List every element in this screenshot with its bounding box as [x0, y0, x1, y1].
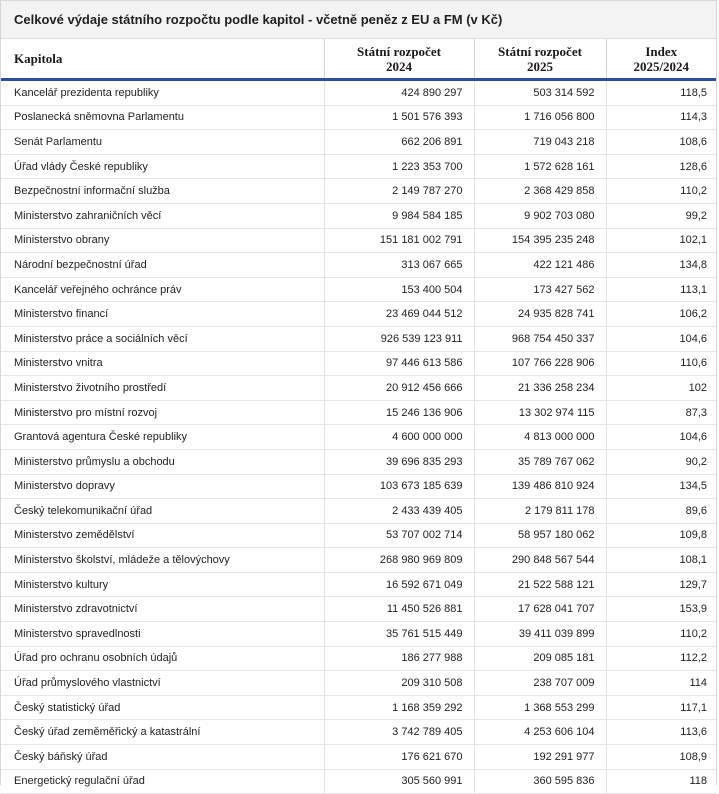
cell-rozpocet-2024: 103 673 185 639: [324, 474, 474, 499]
table-row: [1, 548, 716, 573]
cell-rozpocet-2025: 58 957 180 062: [474, 523, 606, 548]
table-row: [1, 695, 716, 720]
cell-rozpocet-2024: 23 469 044 512: [324, 302, 474, 327]
table-row: [1, 154, 716, 179]
cell-kapitola: Národní bezpečnostní úřad: [1, 253, 324, 278]
cell-index: 128,6: [606, 154, 716, 179]
cell-index: 134,8: [606, 253, 716, 278]
table-row: [1, 253, 716, 278]
cell-rozpocet-2024: 1 501 576 393: [324, 105, 474, 130]
table-row: [1, 203, 716, 228]
table-row: [1, 105, 716, 130]
cell-rozpocet-2025: 503 314 592: [474, 80, 606, 106]
cell-index: 90,2: [606, 449, 716, 474]
cell-kapitola: Ministerstvo školství, mládeže a tělovýchovy: [1, 548, 324, 573]
cell-index: 134,5: [606, 474, 716, 499]
cell-kapitola: Ministerstvo průmyslu a obchodu: [1, 449, 324, 474]
table-row: [1, 302, 716, 327]
cell-kapitola: Úřad vlády České republiky: [1, 154, 324, 179]
cell-rozpocet-2025: 238 707 009: [474, 671, 606, 696]
cell-index: 87,3: [606, 400, 716, 425]
cell-rozpocet-2024: 15 246 136 906: [324, 400, 474, 425]
cell-kapitola: Český telekomunikační úřad: [1, 499, 324, 524]
cell-kapitola: Ministerstvo zahraničních věcí: [1, 203, 324, 228]
table-row: [1, 277, 716, 302]
cell-index: 99,2: [606, 203, 716, 228]
cell-rozpocet-2025: 17 628 041 707: [474, 597, 606, 622]
table-row: [1, 400, 716, 425]
cell-rozpocet-2024: 662 206 891: [324, 130, 474, 155]
cell-index: 110,2: [606, 622, 716, 647]
cell-index: 110,6: [606, 351, 716, 376]
cell-index: 109,8: [606, 523, 716, 548]
table-row: [1, 80, 716, 106]
table-row: [1, 597, 716, 622]
table-row: [1, 326, 716, 351]
cell-rozpocet-2025: 1 716 056 800: [474, 105, 606, 130]
cell-index: 113,6: [606, 720, 716, 745]
header-rozpocet-2025[interactable]: [474, 39, 606, 80]
cell-index: 113,1: [606, 277, 716, 302]
cell-rozpocet-2024: 1 223 353 700: [324, 154, 474, 179]
table-row: [1, 474, 716, 499]
cell-rozpocet-2025: 719 043 218: [474, 130, 606, 155]
cell-index: 153,9: [606, 597, 716, 622]
header-2025-line2: 2025: [527, 58, 553, 74]
cell-kapitola: Ministerstvo zdravotnictví: [1, 597, 324, 622]
cell-rozpocet-2024: 9 984 584 185: [324, 203, 474, 228]
cell-rozpocet-2024: 424 890 297: [324, 80, 474, 106]
header-2024-line1: Státní rozpočet: [357, 43, 441, 59]
cell-kapitola: Ministerstvo spravedlnosti: [1, 622, 324, 647]
header-index-line2: 2025/2024: [633, 58, 690, 74]
cell-kapitola: Úřad pro ochranu osobních údajů: [1, 646, 324, 671]
cell-kapitola: Kancelář veřejného ochránce práv: [1, 277, 324, 302]
cell-rozpocet-2025: 21 336 258 234: [474, 376, 606, 401]
cell-rozpocet-2024: 153 400 504: [324, 277, 474, 302]
cell-index: 129,7: [606, 572, 716, 597]
cell-rozpocet-2025: 1 572 628 161: [474, 154, 606, 179]
table-row: [1, 572, 716, 597]
cell-index: 89,6: [606, 499, 716, 524]
header-2024-line2: 2024: [386, 58, 412, 74]
cell-rozpocet-2025: 35 789 767 062: [474, 449, 606, 474]
table-row: [1, 499, 716, 524]
cell-rozpocet-2024: 3 742 789 405: [324, 720, 474, 745]
cell-rozpocet-2024: 1 168 359 292: [324, 695, 474, 720]
table-row: [1, 228, 716, 253]
cell-rozpocet-2025: 107 766 228 906: [474, 351, 606, 376]
cell-kapitola: Poslanecká sněmovna Parlamentu: [1, 105, 324, 130]
table-row: [1, 351, 716, 376]
cell-kapitola: Kancelář prezidenta republiky: [1, 80, 324, 106]
cell-rozpocet-2025: 192 291 977: [474, 745, 606, 770]
cell-rozpocet-2024: 313 067 665: [324, 253, 474, 278]
cell-index: 108,6: [606, 130, 716, 155]
cell-index: 104,6: [606, 425, 716, 450]
cell-rozpocet-2025: 1 368 553 299: [474, 695, 606, 720]
cell-rozpocet-2025: 290 848 567 544: [474, 548, 606, 573]
cell-index: 104,6: [606, 326, 716, 351]
cell-rozpocet-2024: 39 696 835 293: [324, 449, 474, 474]
cell-rozpocet-2025: 422 121 486: [474, 253, 606, 278]
table-row: [1, 179, 716, 204]
table-row: [1, 130, 716, 155]
table-row: [1, 769, 716, 794]
table-header: [1, 39, 716, 80]
cell-kapitola: Energetický regulační úřad: [1, 769, 324, 794]
cell-index: 110,2: [606, 179, 716, 204]
cell-kapitola: Bezpečnostní informační služba: [1, 179, 324, 204]
header-row: [1, 39, 716, 80]
cell-rozpocet-2025: 968 754 450 337: [474, 326, 606, 351]
table-title: Celkové výdaje státního rozpočtu podle kapitol - včetně peněz z EU a FM (v Kč): [1, 1, 716, 39]
cell-rozpocet-2025: 4 813 000 000: [474, 425, 606, 450]
cell-rozpocet-2024: 926 539 123 911: [324, 326, 474, 351]
cell-rozpocet-2025: 360 595 836: [474, 769, 606, 794]
cell-rozpocet-2025: 2 368 429 858: [474, 179, 606, 204]
cell-rozpocet-2025: 154 395 235 248: [474, 228, 606, 253]
cell-kapitola: Senát Parlamentu: [1, 130, 324, 155]
cell-index: 117,1: [606, 695, 716, 720]
cell-kapitola: Ministerstvo životního prostředí: [1, 376, 324, 401]
cell-rozpocet-2025: 2 179 811 178: [474, 499, 606, 524]
cell-kapitola: Český statistický úřad: [1, 695, 324, 720]
cell-rozpocet-2024: 209 310 508: [324, 671, 474, 696]
cell-kapitola: Ministerstvo zemědělství: [1, 523, 324, 548]
cell-rozpocet-2025: 173 427 562: [474, 277, 606, 302]
header-2025-line1: Státní rozpočet: [498, 43, 582, 59]
cell-rozpocet-2024: 16 592 671 049: [324, 572, 474, 597]
cell-index: 108,1: [606, 548, 716, 573]
cell-index: 102,1: [606, 228, 716, 253]
cell-index: 114,3: [606, 105, 716, 130]
table-row: [1, 671, 716, 696]
table-row: [1, 646, 716, 671]
header-kapitola[interactable]: [1, 39, 324, 80]
header-kapitola-label: Kapitola: [14, 51, 63, 66]
cell-rozpocet-2024: 20 912 456 666: [324, 376, 474, 401]
cell-kapitola: Ministerstvo obrany: [1, 228, 324, 253]
cell-index: 118: [606, 769, 716, 794]
table-row: [1, 425, 716, 450]
table-row: [1, 449, 716, 474]
table-row: [1, 745, 716, 770]
cell-rozpocet-2025: 13 302 974 115: [474, 400, 606, 425]
cell-rozpocet-2024: 97 446 613 586: [324, 351, 474, 376]
cell-rozpocet-2024: 53 707 002 714: [324, 523, 474, 548]
cell-rozpocet-2025: 209 085 181: [474, 646, 606, 671]
cell-rozpocet-2024: 2 149 787 270: [324, 179, 474, 204]
cell-rozpocet-2024: 186 277 988: [324, 646, 474, 671]
cell-kapitola: Úřad průmyslového vlastnictví: [1, 671, 324, 696]
cell-rozpocet-2024: 11 450 526 881: [324, 597, 474, 622]
cell-index: 112,2: [606, 646, 716, 671]
cell-rozpocet-2025: 21 522 588 121: [474, 572, 606, 597]
header-index[interactable]: [606, 39, 716, 80]
table-row: [1, 622, 716, 647]
cell-index: 102: [606, 376, 716, 401]
table-row: [1, 720, 716, 745]
cell-kapitola: Ministerstvo práce a sociálních věcí: [1, 326, 324, 351]
cell-rozpocet-2025: 9 902 703 080: [474, 203, 606, 228]
cell-kapitola: Český úřad zeměměřický a katastrální: [1, 720, 324, 745]
cell-index: 106,2: [606, 302, 716, 327]
budget-table: [1, 39, 716, 794]
header-rozpocet-2024[interactable]: [324, 39, 474, 80]
cell-rozpocet-2024: 305 560 991: [324, 769, 474, 794]
cell-kapitola: Český báňský úřad: [1, 745, 324, 770]
cell-rozpocet-2025: 139 486 810 924: [474, 474, 606, 499]
cell-kapitola: Ministerstvo kultury: [1, 572, 324, 597]
cell-rozpocet-2024: 4 600 000 000: [324, 425, 474, 450]
header-index-line1: Index: [645, 43, 678, 59]
table-row: [1, 376, 716, 401]
cell-kapitola: Ministerstvo pro místní rozvoj: [1, 400, 324, 425]
cell-rozpocet-2024: 176 621 670: [324, 745, 474, 770]
cell-kapitola: Ministerstvo vnitra: [1, 351, 324, 376]
cell-index: 108,9: [606, 745, 716, 770]
cell-kapitola: Ministerstvo financí: [1, 302, 324, 327]
table-row: [1, 523, 716, 548]
cell-rozpocet-2024: 268 980 969 809: [324, 548, 474, 573]
cell-rozpocet-2024: 2 433 439 405: [324, 499, 474, 524]
table-body: [1, 80, 716, 794]
cell-rozpocet-2024: 151 181 002 791: [324, 228, 474, 253]
cell-index: 118,5: [606, 80, 716, 106]
cell-rozpocet-2025: 39 411 039 899: [474, 622, 606, 647]
cell-rozpocet-2025: 24 935 828 741: [474, 302, 606, 327]
cell-index: 114: [606, 671, 716, 696]
cell-kapitola: Ministerstvo dopravy: [1, 474, 324, 499]
cell-rozpocet-2024: 35 761 515 449: [324, 622, 474, 647]
cell-rozpocet-2025: 4 253 606 104: [474, 720, 606, 745]
cell-kapitola: Grantová agentura České republiky: [1, 425, 324, 450]
